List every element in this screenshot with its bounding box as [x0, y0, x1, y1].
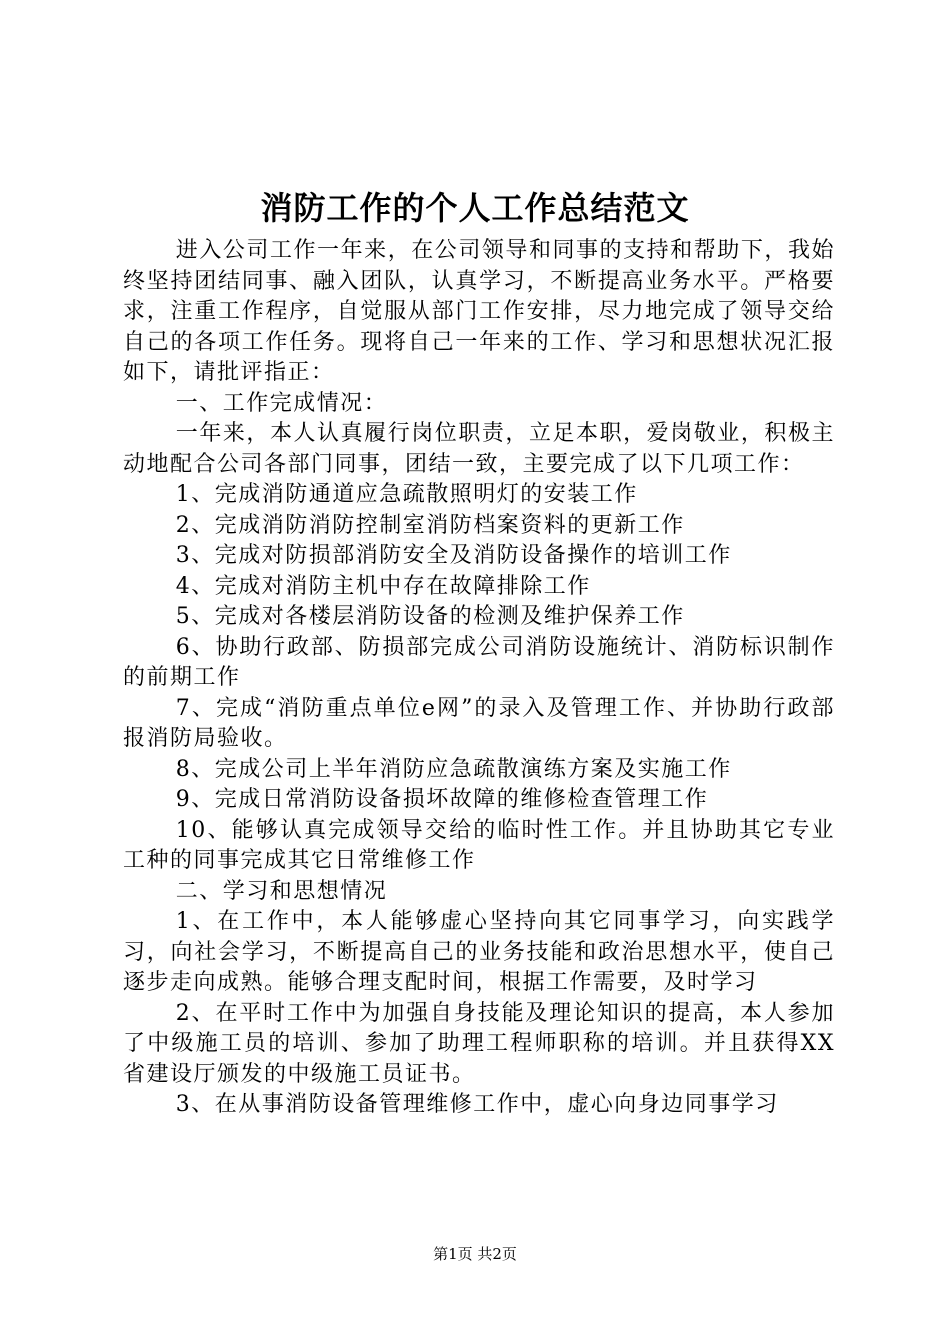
- document-title: 消防工作的个人工作总结范文: [260, 189, 690, 227]
- list-item: 4、完成对消防主机中存在故障排除工作: [175, 573, 591, 599]
- page-footer: 第1页 共2页: [433, 1245, 517, 1263]
- list-item: 5、完成对各楼层消防设备的检测及维护保养工作: [175, 604, 685, 629]
- list-item: 7、完成“消防重点单位e网”的录入及管理工作、并协助行政部报消防局验收。: [123, 695, 835, 751]
- document-body: [123, 236, 835, 1121]
- paragraph: 一年来，本人认真履行岗位职责，立足本职，爱岗敬业，积极主动地配合公司各部门同事，团结一致，主要完成了以下几项工作：: [123, 421, 835, 477]
- list-item: 10、能够认真完成领导交给的临时性工作。并且协助其它专业工种的同事完成其它日常维修工作: [123, 817, 835, 873]
- list-item: 1、完成消防通道应急疏散照明灯的安装工作: [175, 482, 638, 507]
- paragraph: 进入公司工作一年来，在公司领导和同事的支持和帮助下，我始终坚持团结同事、融入团队，认真学习，不断提高业务水平。严格要求，注重工作程序，自觉服从部门工作安排，尽力地完成了领导交给自己的各项工作任务。现将自己一年来的工作、学习和思想状况汇报如下，请批评指正：: [123, 238, 835, 385]
- section-heading: 一、工作完成情况：: [175, 390, 388, 416]
- list-item: 2、在平时工作中为加强自身技能及理论知识的提高，本人参加了中级施工员的培训、参加了助理工程师职称的培训。并且获得XX省建设厅颁发的中级施工员证书。: [123, 1000, 835, 1087]
- list-item: 8、完成公司上半年消防应急疏散演练方案及实施工作: [175, 756, 732, 782]
- list-item: 9、完成日常消防设备损坏故障的维修检查管理工作: [175, 787, 709, 812]
- list-item: 1、在工作中，本人能够虚心坚持向其它同事学习，向实践学习，向社会学习，不断提高自己的业务技能和政治思想水平，使自己逐步走向成熟。能够合理支配时间，根据工作需要，及时学习: [123, 909, 835, 995]
- list-item: 2、完成消防消防控制室消防档案资料的更新工作: [175, 512, 685, 538]
- list-item: 3、完成对防损部消防安全及消防设备操作的培训工作: [175, 543, 732, 568]
- list-item: 6、协助行政部、防损部完成公司消防设施统计、消防标识制作的前期工作: [123, 634, 835, 690]
- list-item: 3、在从事消防设备管理维修工作中，虚心向身边同事学习: [175, 1092, 779, 1117]
- section-heading: 二、学习和思想情况: [175, 878, 388, 904]
